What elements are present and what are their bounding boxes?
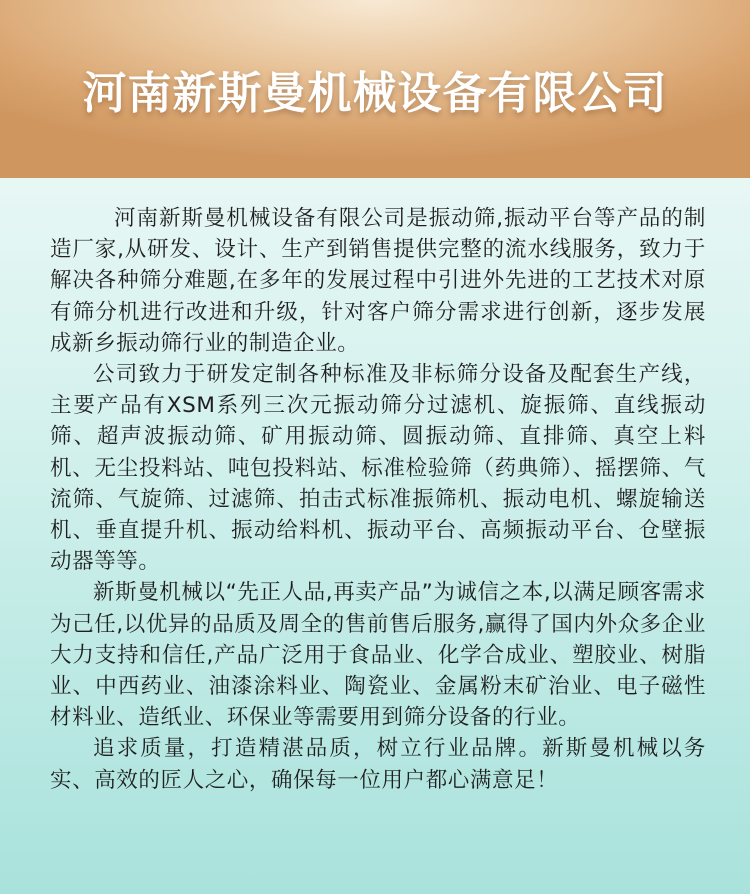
products-paragraph: 公司致力于研发定制各种标准及非标筛分设备及配套生产线，主要产品有XSM系列三次元振动筛分过滤机、旋振筛、直线振动筛、超声波振动筛、矿用振动筛、圆振动筛、直排筛、真空上料机、无尘投料站、吨包投料站、标准检验筛（药典筛）、摇摆筛、气流筛、气旋筛、过滤筛、拍击式标准振筛机、振动电机、螺旋输送机、垂直提升机、振动给料机、振动平台、高频振动平台、仓壁振动器等等。 — [50, 362, 706, 575]
service-paragraph: 新斯曼机械以“先正人品,再卖产品”为诚信之本,以满足顾客需求为己任,以优异的品质及周全的售前售后服务,赢得了国内外众多企业大力支持和信任,产品广泛用于食品业、化学合成业、塑胶业、树脂业、中西药业、油漆涂料业、陶瓷业、金属粉末矿治业、电子磁性材料业、造纸业、环保业等需要用到筛分设备的行业。 — [50, 580, 706, 731]
quality-paragraph: 追求质量，打造精湛品质，树立行业品牌。新斯曼机械以务实、高效的匠人之心，确保每一位用户都心满意足！ — [50, 736, 706, 793]
header-banner — [0, 0, 750, 178]
intro-paragraph: 河南新斯曼机械设备有限公司是振动筛,振动平台等产品的制造厂家,从研发、设计、生产到销售提供完整的流水线服务，致力于解决各种筛分难题,在多年的发展过程中引进外先进的工艺技术对原有筛分机进行改进和升级，针对客户筛分需求进行创新，逐步发展成新乡振动筛行业的制造企业。 — [50, 206, 706, 356]
company-description — [50, 203, 706, 796]
page-title: 河南新斯曼机械设备有限公司 — [82, 68, 668, 119]
